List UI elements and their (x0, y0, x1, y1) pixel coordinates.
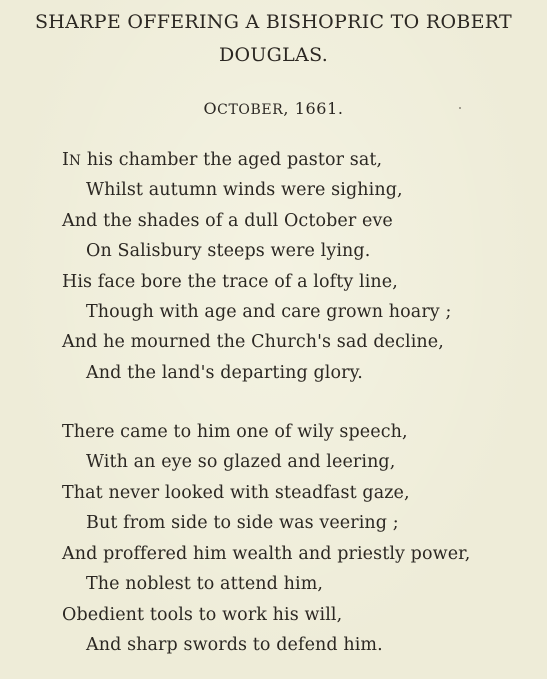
verse-line: On Salisbury steeps were lying. (86, 241, 371, 261)
date-month-small-caps: CTOBER (217, 102, 284, 118)
date-initial: O (203, 99, 218, 118)
verse-initial-small-caps: N (69, 153, 82, 169)
poem-title-line-1: SHARPE OFFERING A BISHOPRIC TO ROBERT (34, 11, 513, 33)
poem-date (0, 99, 547, 118)
date-year: , 1661. (283, 99, 344, 118)
verse-initial: I (62, 150, 70, 170)
verse-line: And the land's departing glory. (86, 363, 363, 383)
verse-line: And sharp swords to defend him. (86, 635, 383, 655)
verse-line: And proffered him wealth and priestly power, (62, 544, 471, 564)
verse-line (62, 152, 382, 170)
verse-first-line-text: his chamber the aged pastor sat, (81, 150, 383, 170)
verse-line: There came to him one of wily speech, (62, 422, 408, 442)
verse-line: But from side to side was veering ; (86, 513, 399, 533)
verse-line: His face bore the trace of a lofty line, (62, 272, 398, 292)
verse-line: Whilst autumn winds were sighing, (86, 180, 403, 200)
verse-line: That never looked with steadfast gaze, (62, 483, 410, 503)
paper-speck (459, 107, 461, 109)
poem-title-line-2: DOUGLAS. (218, 44, 329, 66)
verse-line: Though with age and care grown hoary ; (86, 302, 452, 322)
verse-line: The noblest to attend him, (86, 574, 324, 594)
verse-line: And the shades of a dull October eve (62, 211, 393, 231)
verse-line: And he mourned the Church's sad decline, (62, 332, 444, 352)
verse-line: Obedient tools to work his will, (62, 605, 343, 625)
verse-line: With an eye so glazed and leering, (86, 452, 396, 472)
